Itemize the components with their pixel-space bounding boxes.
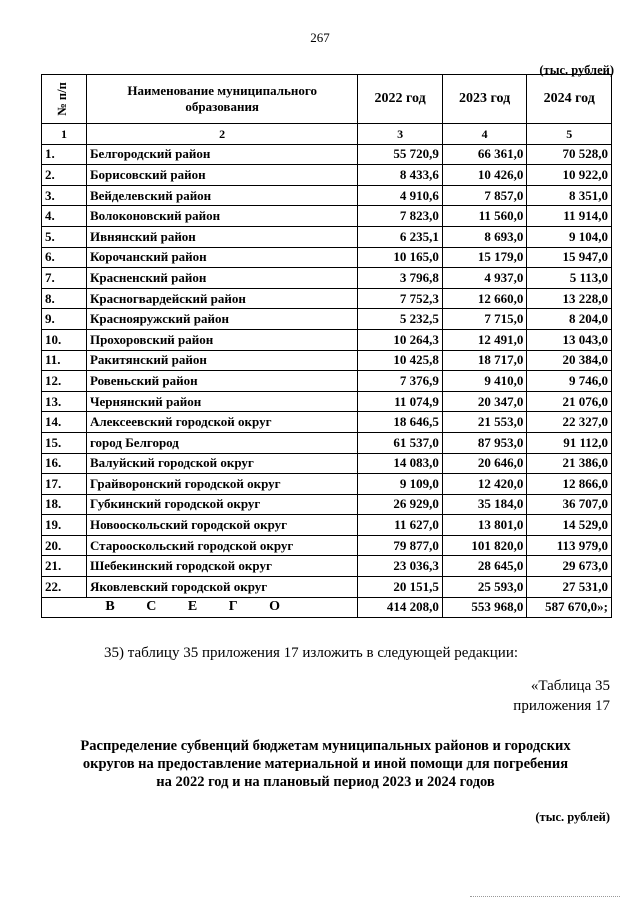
table-row bbox=[42, 515, 612, 536]
value-2023: 4 937,0 bbox=[442, 268, 526, 289]
value-2022: 79 877,0 bbox=[358, 535, 442, 556]
value-2022: 6 235,1 bbox=[358, 226, 442, 247]
value-2024: 5 113,0 bbox=[527, 268, 612, 289]
table-reference-title: «Таблица 35 bbox=[530, 678, 610, 694]
header-2022: 2022 год bbox=[358, 75, 442, 124]
municipality-name: Губкинский городской округ bbox=[86, 494, 357, 515]
value-2024: 13 228,0 bbox=[527, 288, 612, 309]
row-number: 13. bbox=[42, 391, 87, 412]
value-2023: 101 820,0 bbox=[442, 535, 526, 556]
value-2024: 15 947,0 bbox=[527, 247, 612, 268]
header-2023: 2023 год bbox=[442, 75, 526, 124]
row-number: 12. bbox=[42, 371, 87, 392]
municipality-name: Волоконовский район bbox=[86, 206, 357, 227]
row-number: 3. bbox=[42, 185, 87, 206]
table-row bbox=[42, 453, 612, 474]
table-row bbox=[42, 144, 612, 165]
value-2024: 12 866,0 bbox=[527, 474, 612, 495]
value-2024: 9 104,0 bbox=[527, 226, 612, 247]
value-2024: 27 531,0 bbox=[527, 577, 612, 598]
value-2022: 20 151,5 bbox=[358, 577, 442, 598]
value-2022: 10 425,8 bbox=[358, 350, 442, 371]
value-2023: 28 645,0 bbox=[442, 556, 526, 577]
table-row bbox=[42, 329, 612, 350]
municipality-name: Белгородский район bbox=[86, 144, 357, 165]
row-number: 20. bbox=[42, 535, 87, 556]
value-2023: 13 801,0 bbox=[442, 515, 526, 536]
value-2023: 10 426,0 bbox=[442, 165, 526, 186]
table-row bbox=[42, 350, 612, 371]
value-2022: 55 720,9 bbox=[358, 144, 442, 165]
municipality-name: Чернянский район bbox=[86, 391, 357, 412]
municipality-name: Шебекинский городской округ bbox=[86, 556, 357, 577]
value-2024: 13 043,0 bbox=[527, 329, 612, 350]
total-2024: 587 670,0»; bbox=[527, 597, 612, 618]
value-2022: 23 036,3 bbox=[358, 556, 442, 577]
row-number: 2. bbox=[42, 165, 87, 186]
row-number: 10. bbox=[42, 329, 87, 350]
table-row bbox=[42, 185, 612, 206]
row-number: 7. bbox=[42, 268, 87, 289]
total-label: В С Е Г О bbox=[42, 597, 358, 618]
value-2023: 12 660,0 bbox=[442, 288, 526, 309]
value-2022: 10 165,0 bbox=[358, 247, 442, 268]
municipality-name: Грайворонский городской округ bbox=[86, 474, 357, 495]
table-row bbox=[42, 226, 612, 247]
municipality-name: Борисовский район bbox=[86, 165, 357, 186]
heading-line: округов на предоставление материальной и иной помощи для погребения bbox=[82, 756, 569, 772]
row-number: 17. bbox=[42, 474, 87, 495]
table-row bbox=[42, 268, 612, 289]
table-reference-appendix: приложения 17 bbox=[513, 698, 610, 714]
table-row bbox=[42, 288, 612, 309]
value-2024: 9 746,0 bbox=[527, 371, 612, 392]
value-2022: 4 910,6 bbox=[358, 185, 442, 206]
value-2022: 26 929,0 bbox=[358, 494, 442, 515]
table-row bbox=[42, 165, 612, 186]
value-2022: 7 823,0 bbox=[358, 206, 442, 227]
value-2022: 3 796,8 bbox=[358, 268, 442, 289]
amendment-paragraph: 35) таблицу 35 приложения 17 изложить в следующей редакции: bbox=[104, 645, 519, 661]
value-2022: 5 232,5 bbox=[358, 309, 442, 330]
value-2023: 9 410,0 bbox=[442, 371, 526, 392]
value-2023: 8 693,0 bbox=[442, 226, 526, 247]
column-number: 5 bbox=[527, 124, 612, 145]
value-2024: 113 979,0 bbox=[527, 535, 612, 556]
row-number: 9. bbox=[42, 309, 87, 330]
value-2023: 11 560,0 bbox=[442, 206, 526, 227]
row-number: 18. bbox=[42, 494, 87, 515]
row-number: 1. bbox=[42, 144, 87, 165]
value-2024: 22 327,0 bbox=[527, 412, 612, 433]
row-number: 16. bbox=[42, 453, 87, 474]
municipality-name: Алексеевский городской округ bbox=[86, 412, 357, 433]
value-2024: 21 386,0 bbox=[527, 453, 612, 474]
value-2023: 35 184,0 bbox=[442, 494, 526, 515]
column-number: 1 bbox=[42, 124, 87, 145]
table-row bbox=[42, 309, 612, 330]
units-label-top: (тыс. рублей) bbox=[539, 63, 614, 77]
municipality-name: Старооскольский городской округ bbox=[86, 535, 357, 556]
value-2023: 12 491,0 bbox=[442, 329, 526, 350]
row-number: 6. bbox=[42, 247, 87, 268]
table-row bbox=[42, 432, 612, 453]
value-2022: 9 109,0 bbox=[358, 474, 442, 495]
row-number: 4. bbox=[42, 206, 87, 227]
value-2024: 36 707,0 bbox=[527, 494, 612, 515]
table-row bbox=[42, 391, 612, 412]
column-number-row bbox=[42, 124, 612, 145]
value-2024: 11 914,0 bbox=[527, 206, 612, 227]
value-2024: 10 922,0 bbox=[527, 165, 612, 186]
municipality-name: Прохоровский район bbox=[86, 329, 357, 350]
value-2024: 20 384,0 bbox=[527, 350, 612, 371]
value-2022: 7 376,9 bbox=[358, 371, 442, 392]
value-2023: 87 953,0 bbox=[442, 432, 526, 453]
municipality-name: Ровеньский район bbox=[86, 371, 357, 392]
row-number: 21. bbox=[42, 556, 87, 577]
value-2022: 8 433,6 bbox=[358, 165, 442, 186]
value-2022: 11 074,9 bbox=[358, 391, 442, 412]
row-number: 14. bbox=[42, 412, 87, 433]
value-2023: 7 715,0 bbox=[442, 309, 526, 330]
table-row bbox=[42, 556, 612, 577]
header-number: № п/п bbox=[42, 75, 87, 124]
municipality-name: Ивнянский район bbox=[86, 226, 357, 247]
municipality-name: Яковлевский городской округ bbox=[86, 577, 357, 598]
row-number: 5. bbox=[42, 226, 87, 247]
value-2022: 14 083,0 bbox=[358, 453, 442, 474]
row-number: 15. bbox=[42, 432, 87, 453]
value-2022: 10 264,3 bbox=[358, 329, 442, 350]
value-2024: 70 528,0 bbox=[527, 144, 612, 165]
municipality-name: Красногвардейский район bbox=[86, 288, 357, 309]
municipality-name: Новооскольский городской округ bbox=[86, 515, 357, 536]
table-row bbox=[42, 577, 612, 598]
municipality-name: город Белгород bbox=[86, 432, 357, 453]
table-row bbox=[42, 412, 612, 433]
page-edge-marks bbox=[470, 896, 620, 897]
value-2023: 7 857,0 bbox=[442, 185, 526, 206]
column-number: 2 bbox=[86, 124, 357, 145]
column-number: 3 bbox=[358, 124, 442, 145]
value-2023: 20 646,0 bbox=[442, 453, 526, 474]
table-row bbox=[42, 247, 612, 268]
value-2023: 21 553,0 bbox=[442, 412, 526, 433]
page-number: 267 bbox=[310, 30, 330, 45]
value-2024: 8 351,0 bbox=[527, 185, 612, 206]
value-2022: 61 537,0 bbox=[358, 432, 442, 453]
value-2022: 11 627,0 bbox=[358, 515, 442, 536]
table-header-row bbox=[42, 75, 612, 124]
value-2024: 91 112,0 bbox=[527, 432, 612, 453]
municipality-name: Корочанский район bbox=[86, 247, 357, 268]
heading-line: на 2022 год и на плановый период 2023 и 2024 годов bbox=[156, 774, 495, 790]
value-2022: 18 646,5 bbox=[358, 412, 442, 433]
value-2024: 14 529,0 bbox=[527, 515, 612, 536]
table-row bbox=[42, 371, 612, 392]
table-row bbox=[42, 474, 612, 495]
value-2024: 21 076,0 bbox=[527, 391, 612, 412]
value-2024: 29 673,0 bbox=[527, 556, 612, 577]
municipality-name: Вейделевский район bbox=[86, 185, 357, 206]
value-2023: 12 420,0 bbox=[442, 474, 526, 495]
table-row bbox=[42, 494, 612, 515]
value-2023: 18 717,0 bbox=[442, 350, 526, 371]
heading-line: Распределение субвенций бюджетам муниципальных районов и городских bbox=[80, 738, 571, 754]
subvention-table bbox=[41, 74, 612, 618]
row-number: 19. bbox=[42, 515, 87, 536]
row-number: 11. bbox=[42, 350, 87, 371]
column-number: 4 bbox=[442, 124, 526, 145]
row-number: 22. bbox=[42, 577, 87, 598]
value-2023: 15 179,0 bbox=[442, 247, 526, 268]
total-2023: 553 968,0 bbox=[442, 597, 526, 618]
table-row bbox=[42, 206, 612, 227]
municipality-name: Валуйский городской округ bbox=[86, 453, 357, 474]
municipality-name: Красненский район bbox=[86, 268, 357, 289]
value-2023: 20 347,0 bbox=[442, 391, 526, 412]
municipality-name: Краснояружский район bbox=[86, 309, 357, 330]
header-name: Наименование муниципального образования bbox=[86, 75, 357, 124]
units-label-bottom: (тыс. рублей) bbox=[535, 810, 610, 824]
value-2022: 7 752,3 bbox=[358, 288, 442, 309]
section-heading bbox=[40, 737, 611, 791]
row-number: 8. bbox=[42, 288, 87, 309]
total-row bbox=[42, 597, 612, 618]
header-2024: 2024 год bbox=[527, 75, 612, 124]
table-row bbox=[42, 535, 612, 556]
total-2022: 414 208,0 bbox=[358, 597, 442, 618]
value-2024: 8 204,0 bbox=[527, 309, 612, 330]
municipality-name: Ракитянский район bbox=[86, 350, 357, 371]
value-2023: 25 593,0 bbox=[442, 577, 526, 598]
value-2023: 66 361,0 bbox=[442, 144, 526, 165]
